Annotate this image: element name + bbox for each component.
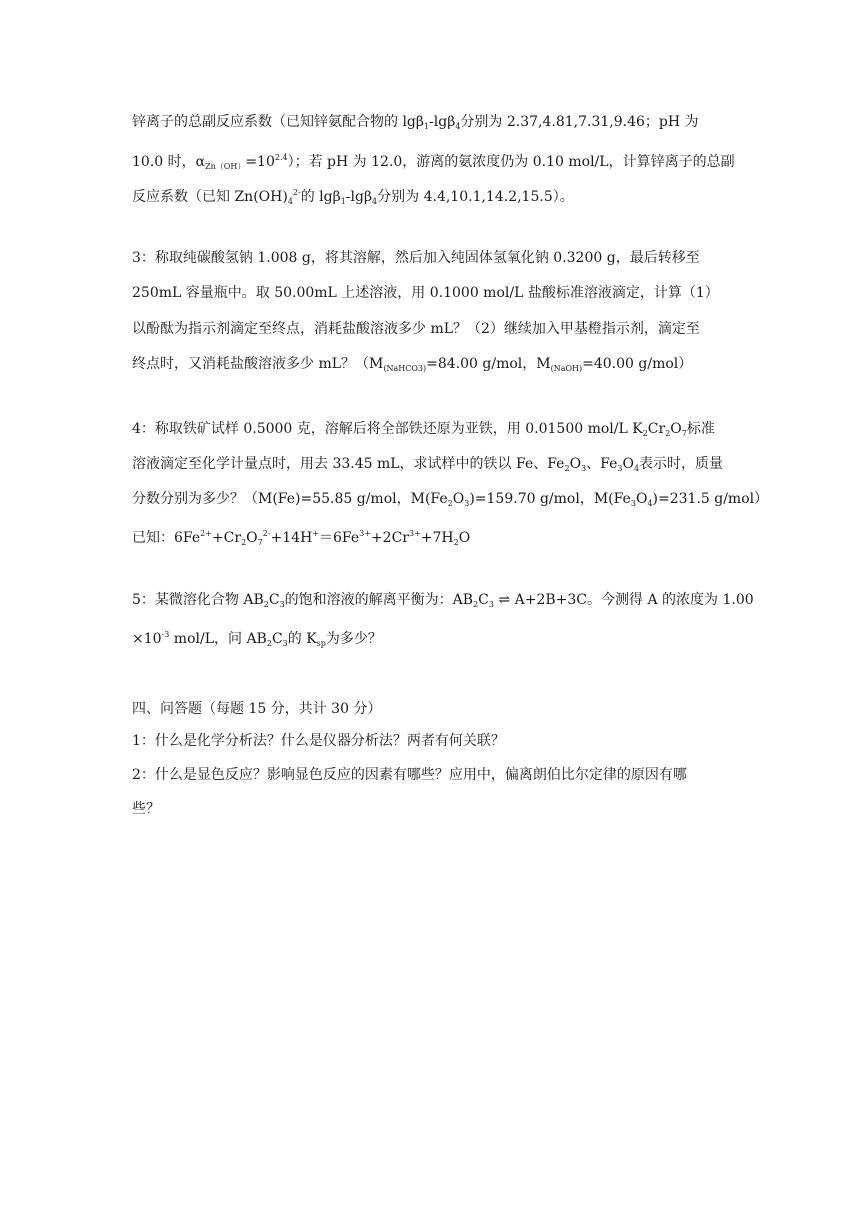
section-four-title: 四、问答题（每题 15 分，共计 30 分） bbox=[132, 701, 382, 717]
section-four-q2-line-2: 些？ bbox=[132, 801, 160, 817]
q2-line-1: 锌离子的总副反应系数（已知锌氨配合物的 lgβ$_1$-lgβ$_4$分别为 2.37,4.81,7.31,9.46；pH 为 bbox=[132, 114, 699, 131]
q3-line-1: 3：称取纯碳酸氢钠 1.008 g，将其溶解，然后加入纯固体氢氧化钠 0.3200 g，最后转移至 bbox=[132, 250, 700, 266]
section-four-q1: 1：什么是化学分析法？什么是仪器分析法？两者有何关联？ bbox=[132, 733, 505, 749]
q5-line-2: $\times 10^{-3}$ mol/L，问 $AB_2C_3$的 $K_{sp}$为多少？ bbox=[132, 630, 382, 648]
section-four-q2-line-1: 2：什么是显色反应？影响显色反应的因素有哪些？应用中，偏离朗伯比尔定律的原因有哪 bbox=[132, 767, 687, 783]
q2-line-3: 反应系数（已知 $Zn(OH)_4^{2-}$的 lgβ$_1$-lgβ$_4$分别为 4.4,10.1,14.2,15.5）。 bbox=[132, 188, 574, 206]
q3-line-4: 终点时，又消耗盐酸溶液多少 mL？（$M_{(NaHCO3)}=84.00$ g/mol，$M_{(NaOH)}=40.00$ g/mol） bbox=[132, 356, 693, 373]
q4-line-2: 溶液滴定至化学计量点时，用去 33.45 mL，求试样中的铁以 Fe、$Fe_2O_3$、$Fe_3O_4$表示时，质量 bbox=[132, 456, 724, 473]
q2-line-2: 10.0 时，$\alpha_{Zn(OH)}=10^{2.4}$）；若 pH 为 12.0，游离的氨浓度仍为 0.10 mol/L，计算锌离子的总副 bbox=[132, 153, 735, 171]
q4-reaction-equation: 已知：$6Fe^{2+}+Cr_2O_7^{2-}+14H^+=6Fe^{3+}+2Cr^{3+}+7H_2O$ bbox=[132, 529, 471, 547]
q3-line-3: 以酚酞为指示剂滴定至终点，消耗盐酸溶液多少 mL？（2）继续加入甲基橙指示剂，滴定至 bbox=[132, 321, 700, 337]
q3-line-2: 250mL 容量瓶中。取 50.00mL 上述溶液，用 0.1000 mol/L 盐酸标准溶液滴定，计算（1） bbox=[132, 285, 719, 301]
q5-line-1: 5：某微溶化合物 $AB_2C_3$的饱和溶液的解离平衡为：$AB_2C_3$ ⇌ A+2B+3C。今测得 A 的浓度为 1.00 bbox=[132, 592, 754, 609]
q4-line-1: 4：称取铁矿试样 0.5000 克，溶解后将全部铁还原为亚铁，用 0.01500 mol/L $K_2Cr_2O_7$标准 bbox=[132, 421, 715, 438]
q4-line-3: 分数分别为多少？（M(Fe)=55.85 g/mol，$M(Fe_2O_3)=159.70$ g/mol，$M(Fe_3O_4)=231.5$ g/mol） bbox=[132, 491, 769, 508]
